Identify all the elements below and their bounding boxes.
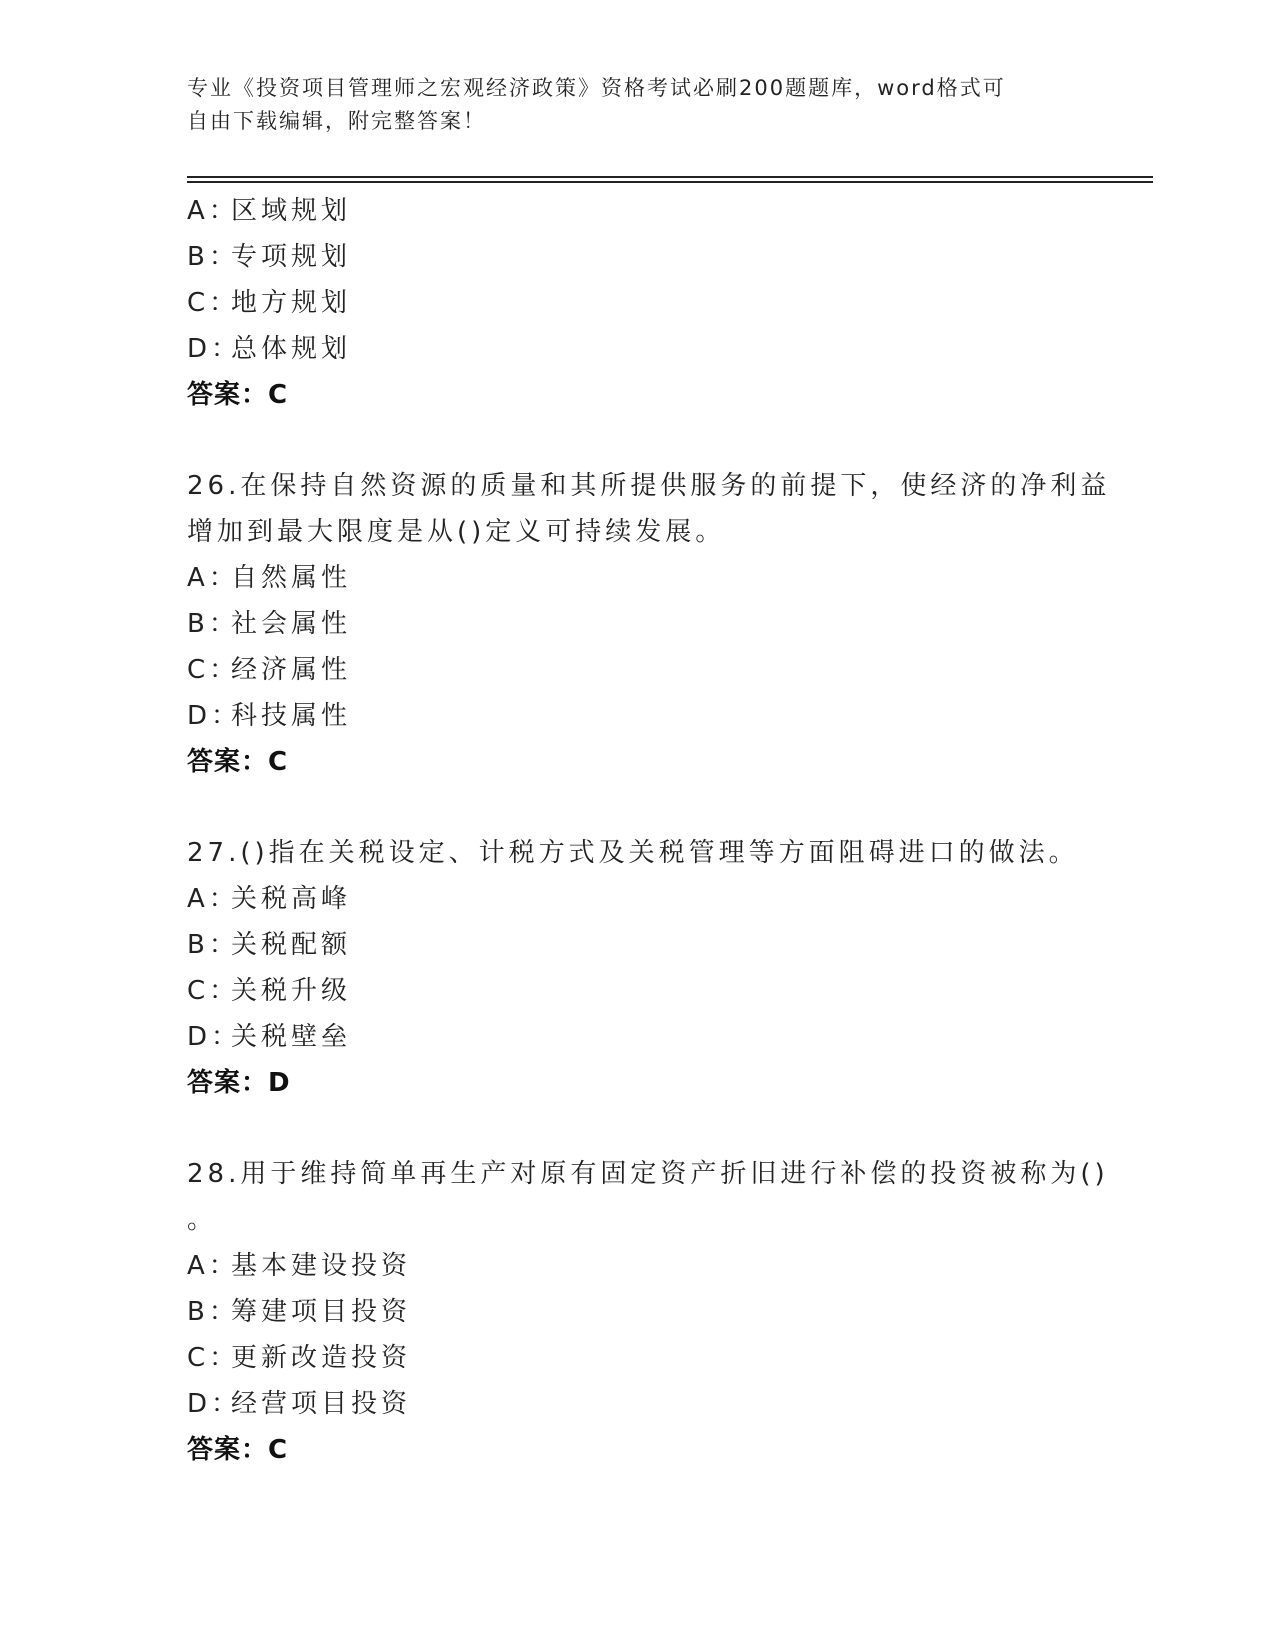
answer: 答案：C (187, 1435, 289, 1465)
option-a: A：关税高峰 (187, 884, 352, 914)
option-d: D：关税壁垒 (187, 1022, 352, 1052)
option-c: C：更新改造投资 (187, 1343, 412, 1373)
question-27 (187, 830, 1087, 1106)
header-line-1: 专业《投资项目管理师之宏观经济政策》资格考试必刷200题题库，word格式可 (187, 76, 1006, 100)
header-divider-top (187, 176, 1153, 178)
option-c: C：经济属性 (187, 655, 352, 685)
option-b: B：社会属性 (187, 609, 352, 639)
question-stem-line-2: 。 (187, 1205, 218, 1235)
option-d: D：科技属性 (187, 701, 352, 731)
question-stem-line-1: 26.在保持自然资源的质量和其所提供服务的前提下，使经济的净利益 (187, 471, 1111, 501)
question-list (187, 188, 1111, 1473)
question-26 (187, 463, 1111, 785)
option-c: C：关税升级 (187, 976, 352, 1006)
document-header (187, 72, 1067, 138)
option-b: B：专项规划 (187, 242, 352, 272)
option-d: D：总体规划 (187, 334, 352, 364)
header-divider-bottom (187, 181, 1153, 183)
question-28 (187, 1151, 1109, 1473)
answer: 答案：C (187, 747, 289, 777)
question-stem-line-1: 27.()指在关税设定、计税方式及关税管理等方面阻碍进口的做法。 (187, 838, 1079, 868)
option-b: B：筹建项目投资 (187, 1297, 412, 1327)
question-stem-line-1: 28.用于维持简单再生产对原有固定资产折旧进行补偿的投资被称为() (187, 1159, 1109, 1189)
option-a: A：自然属性 (187, 563, 352, 593)
question-25 (187, 188, 1087, 418)
option-c: C：地方规划 (187, 288, 352, 318)
option-d: D：经营项目投资 (187, 1389, 412, 1419)
question-stem-line-2: 增加到最大限度是从()定义可持续发展。 (187, 517, 726, 547)
answer: 答案：D (187, 1068, 291, 1098)
option-a: A：基本建设投资 (187, 1251, 412, 1281)
header-line-2: 自由下载编辑，附完整答案！ (187, 109, 486, 133)
answer: 答案：C (187, 380, 289, 410)
option-b: B：关税配额 (187, 930, 352, 960)
option-a: A：区域规划 (187, 196, 352, 226)
